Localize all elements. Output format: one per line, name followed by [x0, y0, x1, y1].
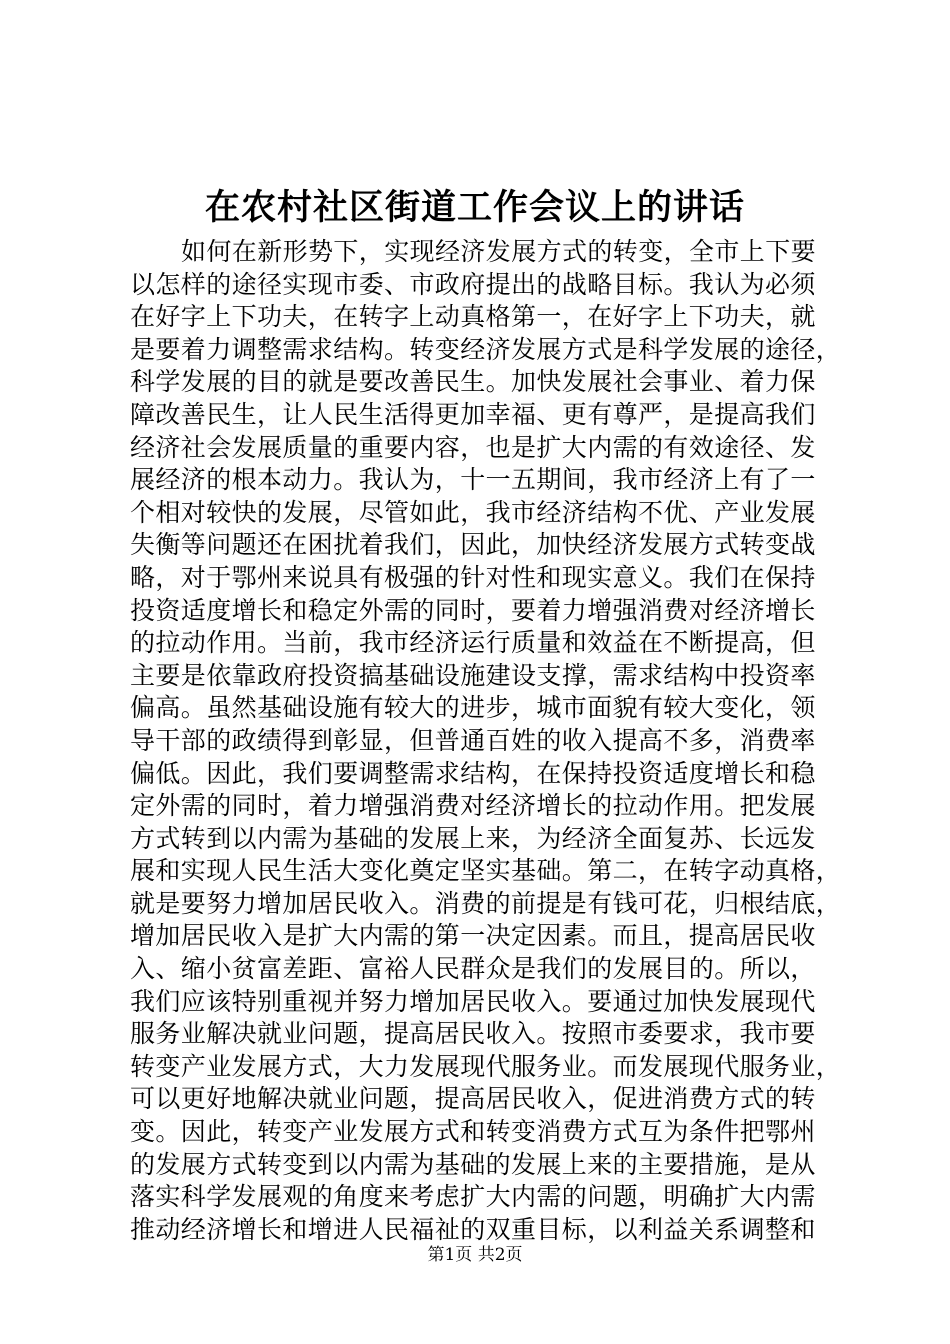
text-line: 展经济的根本动力。我认为，十一五期间，我市经济上有了一: [130, 465, 816, 495]
text-line: 的发展方式转变到以内需为基础的发展上来的主要措施，是从: [130, 1149, 816, 1179]
text-line: 的拉动作用。当前，我市经济运行质量和效益在不断提高，但: [130, 628, 816, 658]
text-line: 如何在新形势下，实现经济发展方式的转变，全市上下要: [181, 237, 817, 266]
text-line: 转变产业发展方式，大力发展现代服务业。而发展现代服务业，: [130, 1051, 842, 1081]
text-line: 经济社会发展质量的重要内容，也是扩大内需的有效途径、发: [130, 432, 816, 462]
text-line: 可以更好地解决就业问题，提高居民收入，促进消费方式的转: [130, 1084, 816, 1114]
document-title: 在农村社区街道工作会议上的讲话: [204, 187, 745, 228]
text-line: 失衡等问题还在困扰着我们，因此，加快经济发展方式转变战: [130, 530, 816, 560]
text-line: 服务业解决就业问题，提高居民收入。按照市委要求，我市要: [130, 1019, 816, 1049]
text-line: 个相对较快的发展，尽管如此，我市经济结构不优、产业发展: [130, 497, 816, 527]
text-line: 在好字上下功夫，在转字上动真格第一，在好字上下功夫，就: [130, 302, 816, 332]
text-line: 障改善民生，让人民生活得更加幸福、更有尊严，是提高我们: [130, 399, 816, 429]
text-line: 略，对于鄂州来说具有极强的针对性和现实意义。我们在保持: [130, 562, 816, 592]
text-line: 就是要努力增加居民收入。消费的前提是有钱可花，归根结底，: [130, 888, 842, 918]
text-line: 主要是依靠政府投资搞基础设施建设支撑，需求结构中投资率: [130, 660, 816, 690]
body-paragraph: [130, 236, 842, 1246]
text-line: 落实科学发展观的角度来考虑扩大内需的问题，明确扩大内需: [130, 1182, 816, 1212]
text-line: 方式转到以内需为基础的发展上来，为经济全面复苏、长远发: [130, 823, 816, 853]
text-line: 偏低。因此，我们要调整需求结构，在保持投资适度增长和稳: [130, 758, 816, 788]
text-line: 增加居民收入是扩大内需的第一决定因素。而且，提高居民收: [130, 921, 816, 951]
text-line: 入、缩小贫富差距、富裕人民群众是我们的发展目的。所以，: [130, 954, 816, 984]
text-line: 展和实现人民生活大变化奠定坚实基础。第二，在转字动真格，: [130, 856, 842, 886]
text-line: 变。因此，转变产业发展方式和转变消费方式互为条件把鄂州: [130, 1117, 816, 1147]
page-number-footer: 第1页 共2页: [427, 1245, 523, 1265]
text-line: 推动经济增长和增进人民福祉的双重目标，以利益关系调整和: [130, 1214, 816, 1244]
text-line: 是要着力调整需求结构。转变经济发展方式是科学发展的途径，: [130, 334, 842, 364]
text-line: 科学发展的目的就是要改善民生。加快发展社会事业、着力保: [130, 367, 816, 397]
text-line: 导干部的政绩得到彰显，但普通百姓的收入提高不多，消费率: [130, 725, 816, 755]
text-line: 定外需的同时，着力增强消费对经济增长的拉动作用。把发展: [130, 791, 816, 821]
text-line: 以怎样的途径实现市委、市政府提出的战略目标。我认为必须: [130, 269, 816, 299]
text-line: 投资适度增长和稳定外需的同时，要着力增强消费对经济增长: [130, 595, 816, 625]
text-line: 我们应该特别重视并努力增加居民收入。要通过加快发展现代: [130, 986, 816, 1016]
text-line: 偏高。虽然基础设施有较大的进步，城市面貌有较大变化，领: [130, 693, 816, 723]
